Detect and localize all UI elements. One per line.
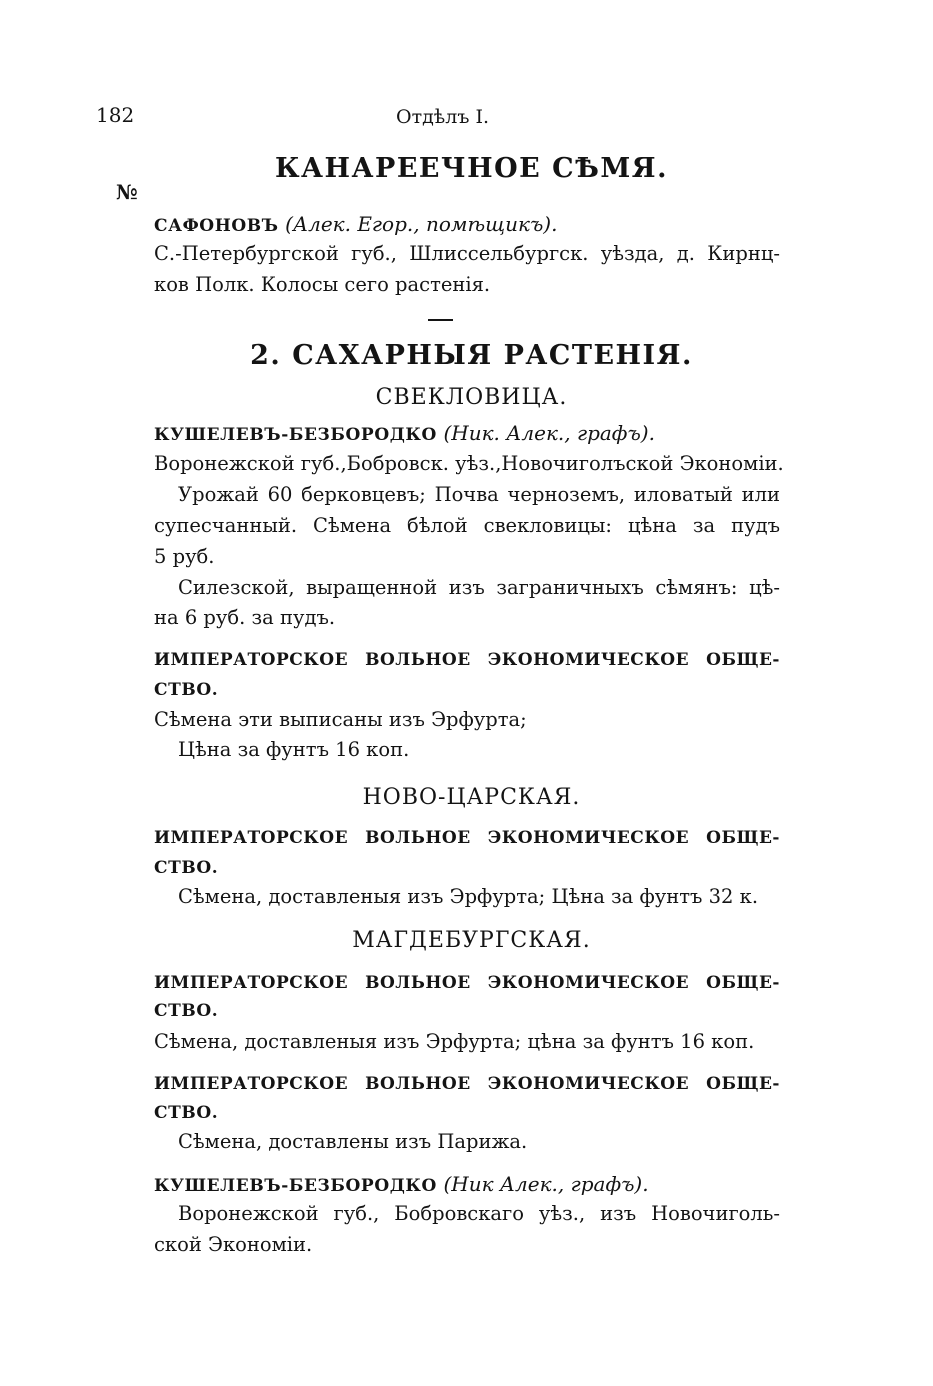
page-number: 182 (96, 103, 135, 127)
section-title-sugar-plants: 2. САХАРНЫЯ РАСТЕНІЯ. (250, 340, 693, 371)
subheading-novo-tsarskaya: НОВО-ЦАРСКАЯ. (362, 785, 581, 810)
text-line: Воронежской губ.,Бобровск. уѣз.,Новочиголъской Экономіи. (154, 452, 784, 475)
running-head: Отдѣлъ I. (396, 106, 489, 128)
entry-name: КУШЕЛЕВЪ-БЕЗБОРОДКО (154, 425, 437, 445)
section-title-canary-seed: КАНАРЕЕЧНОЕ СѢМЯ. (274, 153, 669, 184)
entry-name-society-cont: СТВО. (154, 858, 219, 878)
text-line: Урожай 60 берковцевъ; Почва черноземъ, иловатый или (178, 483, 780, 506)
text-line: Сѣмена, доставлены изъ Парижа. (178, 1130, 528, 1153)
subheading-magdeburg: МАГДЕБУРГСКАЯ. (352, 928, 591, 953)
entry-name-society-cont: СТВО. (154, 1103, 219, 1123)
entry-name-safonov (154, 212, 557, 236)
text-line: 5 руб. (154, 545, 215, 568)
entry-name-society-cont: СТВО. (154, 680, 219, 700)
entry-name-kushelev (154, 1172, 649, 1196)
entry-detail: (Ник. Алек., графъ). (443, 421, 655, 445)
entry-name: САФОНОВЪ (154, 216, 279, 236)
section-divider (428, 319, 453, 321)
text-line: С.-Петербургской губ., Шлиссельбургск. уѣзда, д. Кирнц- (154, 242, 780, 265)
entry-name-kushelev (154, 421, 655, 445)
text-line: Сѣмена, доставленыя изъ Эрфурта; цѣна за фунтъ 16 коп. (154, 1030, 755, 1053)
entry-name-society: ИМПЕРАТОРСКОЕ ВОЛЬНОЕ ЭКОНОМИЧЕСКОЕ ОБЩЕ- (154, 650, 780, 670)
text-line: Сѣмена эти выписаны изъ Эрфурта; (154, 708, 527, 731)
entry-detail: (Ник Алек., графъ). (443, 1172, 649, 1196)
entry-name-society: ИМПЕРАТОРСКОЕ ВОЛЬНОЕ ЭКОНОМИЧЕСКОЕ ОБЩЕ- (154, 1074, 780, 1094)
entry-detail: (Алек. Егор., помѣщикъ). (285, 212, 558, 236)
numero-sign: № (116, 180, 138, 204)
text-line: ков Полк. Колосы сего растенія. (154, 273, 491, 296)
text-line: Цѣна за фунтъ 16 коп. (178, 738, 410, 761)
text-line: ской Экономіи. (154, 1233, 313, 1256)
entry-name-society: ИМПЕРАТОРСКОЕ ВОЛЬНОЕ ЭКОНОМИЧЕСКОЕ ОБЩЕ- (154, 828, 780, 848)
text-line: Воронежской губ., Бобровскаго уѣз., изъ Новочиголь- (178, 1202, 780, 1225)
text-line: супесчанный. Сѣмена бѣлой свекловицы: цѣна за пудъ (154, 514, 780, 537)
text-line: Сѣмена, доставленыя изъ Эрфурта; Цѣна за фунтъ 32 к. (178, 885, 759, 908)
text-line: Силезской, выращенной изъ заграничныхъ сѣмянъ: цѣ- (178, 576, 780, 599)
subheading-beet: СВЕКЛОВИЦА. (375, 385, 568, 410)
text-line: на 6 руб. за пудъ. (154, 606, 336, 629)
entry-name: КУШЕЛЕВЪ-БЕЗБОРОДКО (154, 1176, 437, 1196)
entry-name-society-cont: СТВО. (154, 1001, 219, 1021)
entry-name-society: ИМПЕРАТОРСКОЕ ВОЛЬНОЕ ЭКОНОМИЧЕСКОЕ ОБЩЕ- (154, 973, 780, 993)
